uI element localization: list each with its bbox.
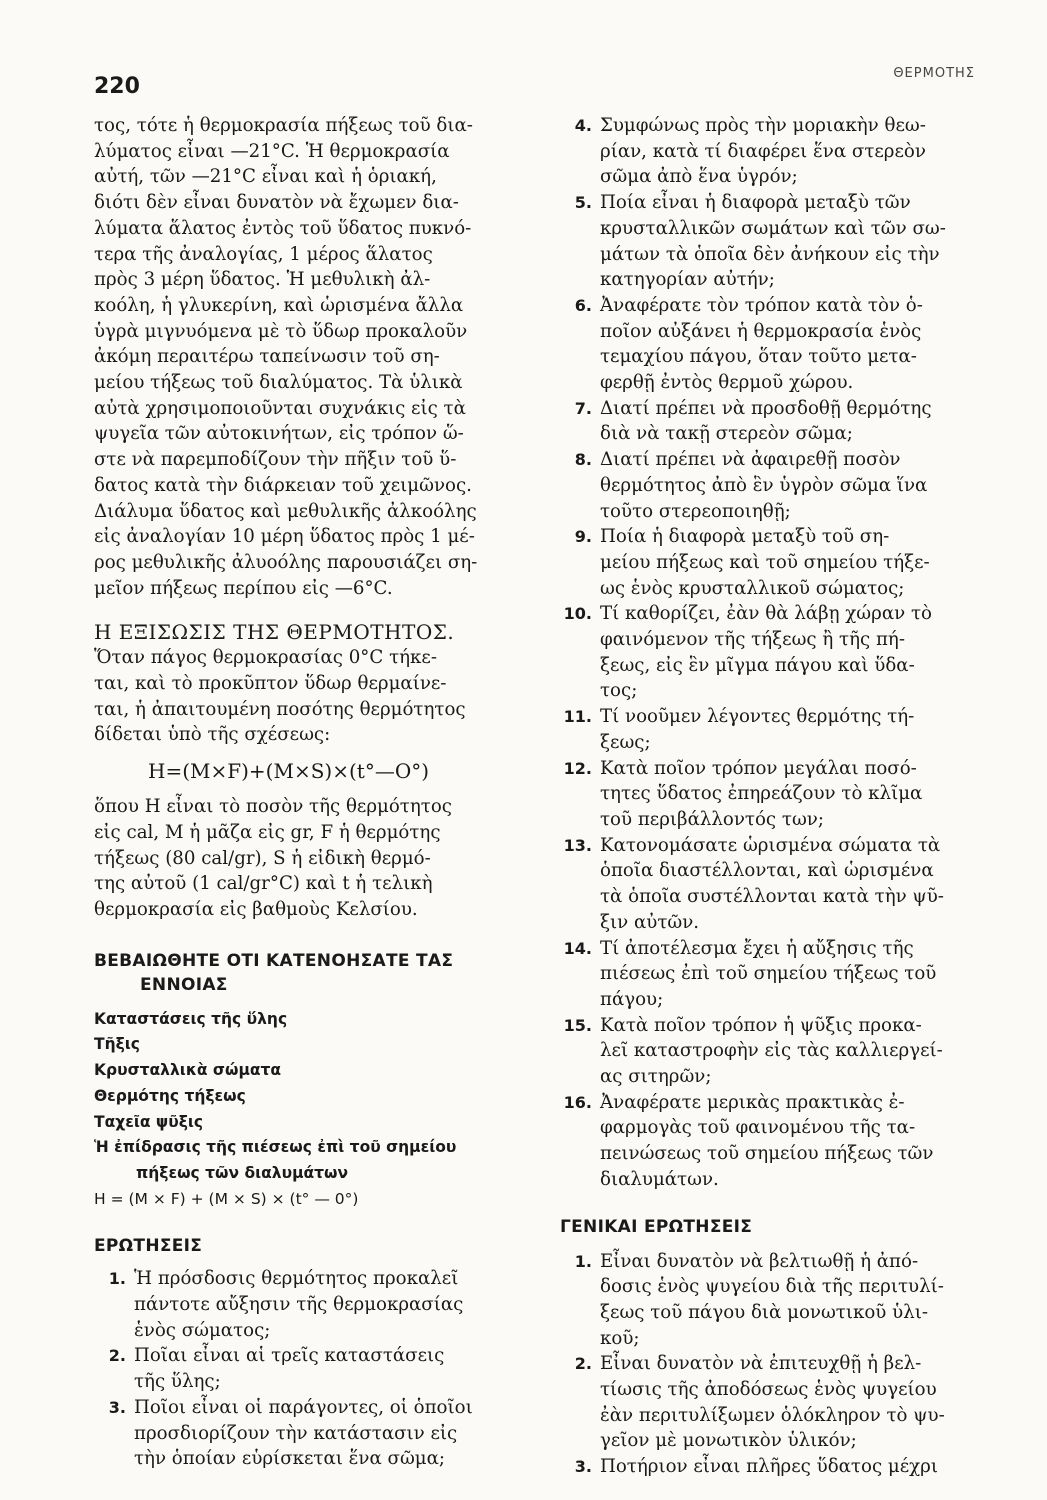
question-number: 7. bbox=[574, 398, 592, 418]
left-column bbox=[94, 113, 530, 1472]
question-text-line: τῆς ὕλης; bbox=[134, 1371, 221, 1393]
text-line: ὅπου H εἶναι τὸ ποσὸν τῆς θερμότητος bbox=[94, 796, 452, 818]
running-head: ΘΕΡΜΟΤΗΣ bbox=[893, 66, 975, 81]
question-text-line: Τί νοοῦμεν λέγοντες θερμότης τή- bbox=[600, 706, 915, 728]
question-text-line: διὰ νὰ τακῇ στερεὸν σῶμα; bbox=[600, 423, 853, 445]
question-text-line: κατηγορίαν αὐτήν; bbox=[600, 269, 775, 291]
question-text-line: Συμφώνως πρὸς τὴν μοριακὴν θεω- bbox=[600, 115, 926, 136]
question-item bbox=[560, 396, 980, 447]
text-line: θερμοκρασία εἰς βαθμοὺς Κελσίου. bbox=[94, 898, 418, 920]
text-line: ται, καὶ τὸ προκῦπτον ὕδωρ θερμαίνε- bbox=[94, 673, 447, 695]
question-text-line: Διατί πρέπει νὰ ἀφαιρεθῇ ποσὸν bbox=[600, 449, 901, 471]
question-item bbox=[560, 447, 980, 524]
question-item bbox=[560, 293, 980, 396]
question-text-line: λεῖ καταστροφὴν εἰς τὰς καλλιεργεί- bbox=[600, 1040, 943, 1062]
question-number: 13. bbox=[563, 835, 592, 855]
question-number: 1. bbox=[108, 1269, 126, 1289]
question-text-line: Κατὰ ποῖον τρόπον ἡ ψῦξις προκα- bbox=[600, 1014, 922, 1036]
question-text-line: μάτων τὰ ὁποῖα δὲν ἀνήκουν εἰς τὴν bbox=[600, 243, 940, 265]
question-number: 10. bbox=[563, 604, 592, 624]
concept-formula: H = (M × F) + (M × S) × (t° — 0°) bbox=[94, 1189, 359, 1208]
concept-item: Θερμότης τήξεως bbox=[94, 1086, 246, 1105]
question-number: 2. bbox=[108, 1346, 126, 1366]
question-text-line: ξεως τοῦ πάγου διὰ μονωτικοῦ ὑλι- bbox=[600, 1301, 928, 1323]
question-text-line: Ποῖοι εἶναι οἱ παράγοντες, οἱ ὁποῖοι bbox=[134, 1396, 473, 1418]
question-number: 2. bbox=[574, 1354, 592, 1374]
question-text-line: Τί καθορίζει, ἐὰν θὰ λάβῃ χώραν τὸ bbox=[600, 603, 932, 625]
concept-item-continuation: πήξεως τῶν διαλυμάτων bbox=[136, 1163, 349, 1182]
question-number: 4. bbox=[574, 116, 592, 135]
question-number: 15. bbox=[563, 1015, 592, 1035]
question-text-line: Ποῖαι εἶναι αἱ τρεῖς καταστάσεις bbox=[134, 1345, 445, 1367]
text-line: τήξεως (80 cal/gr), S ἡ εἰδικὴ θερμό- bbox=[94, 847, 431, 869]
page-number: 220 bbox=[94, 74, 140, 99]
question-item bbox=[560, 833, 980, 936]
question-number: 9. bbox=[574, 527, 592, 547]
questions-list-continued bbox=[560, 113, 980, 1193]
question-item bbox=[560, 113, 980, 190]
question-text-line: ἑνὸς σώματος; bbox=[134, 1319, 271, 1341]
question-text-line: ποῖον αὐξάνει ἡ θερμοκρασία ἑνὸς bbox=[600, 320, 922, 342]
text-line: δίδεται ὑπὸ τῆς σχέσεως: bbox=[94, 724, 331, 746]
question-text-line: κοῦ; bbox=[600, 1327, 640, 1349]
question-text-line: πάντοτε αὔξησιν τῆς θερμοκρασίας bbox=[134, 1294, 464, 1316]
general-questions-list bbox=[560, 1249, 980, 1480]
question-text-line: Ἡ πρόσδοσις θερμότητος προκαλεῖ bbox=[134, 1268, 459, 1290]
question-item bbox=[560, 1351, 980, 1454]
text-line: δατος κατὰ τὴν διάρκειαν τοῦ χειμῶνος. bbox=[94, 474, 472, 496]
concepts-heading bbox=[94, 949, 530, 997]
question-text-line: ξιν αὐτῶν. bbox=[600, 911, 700, 933]
question-item bbox=[94, 1266, 530, 1343]
concepts-heading-line2: ΕΝΝΟΙΑΣ bbox=[140, 974, 228, 995]
intro-paragraph bbox=[94, 113, 530, 601]
questions-heading: ΕΡΩΤΗΣΕΙΣ bbox=[94, 1236, 203, 1257]
question-item bbox=[560, 936, 980, 1013]
text-line: Διάλυμα ὕδατος καὶ μεθυλικῆς ἀλκοόλης bbox=[94, 500, 477, 522]
question-text-line: θερμότητος ἀπὸ ἓν ὑγρὸν σῶμα ἵνα bbox=[600, 474, 928, 496]
question-text-line: τοῦ περιβάλλοντός των; bbox=[600, 808, 824, 830]
text-line: αὐτὰ χρησιμοποιοῦνται συχνάκις εἰς τὰ bbox=[94, 397, 466, 419]
heat-equation-intro bbox=[94, 645, 530, 748]
text-line: εἰς ἀναλογίαν 10 μέρη ὕδατος πρὸς 1 μέ- bbox=[94, 526, 475, 548]
question-text-line: τίωσις τῆς ἀποδόσεως ἑνὸς ψυγείου bbox=[600, 1379, 937, 1401]
text-line: διότι δὲν εἶναι δυνατὸν νὰ ἔχωμεν δια- bbox=[94, 192, 459, 214]
question-text-line: τος; bbox=[600, 680, 638, 702]
question-text-line: προσδιορίζουν τὴν κατάστασιν εἰς bbox=[134, 1422, 458, 1444]
question-text-line: Ἀναφέρατε μερικὰς πρακτικὰς ἐ- bbox=[600, 1091, 905, 1113]
question-item bbox=[560, 524, 980, 601]
question-text-line: πιέσεως ἐπὶ τοῦ σημείου τήξεως τοῦ bbox=[600, 963, 937, 985]
question-item bbox=[94, 1343, 530, 1394]
question-text-line: Ποία ἡ διαφορὰ μεταξὺ τοῦ ση- bbox=[600, 526, 890, 548]
concept-item: Ἡ ἐπίδρασις τῆς πιέσεως ἐπὶ τοῦ σημείου bbox=[94, 1138, 457, 1157]
question-item bbox=[560, 1090, 980, 1193]
questions-list bbox=[94, 1266, 530, 1472]
question-text-line: διαλυμάτων. bbox=[600, 1168, 719, 1190]
question-item bbox=[560, 756, 980, 833]
general-questions-heading: ΓΕΝΙΚΑΙ ΕΡΩΤΗΣΕΙΣ bbox=[560, 1216, 753, 1237]
question-item bbox=[560, 704, 980, 755]
concepts-list bbox=[94, 1007, 530, 1213]
question-text-line: ἐὰν περιτυλίξωμεν ὁλόκληρον τὸ ψυ- bbox=[600, 1404, 945, 1426]
text-line: αὐτή, τῶν —21°C εἶναι καὶ ἡ ὁριακή, bbox=[94, 166, 437, 188]
question-text-line: Κατονομάσατε ὡρισμένα σώματα τὰ bbox=[600, 834, 941, 856]
text-line: κοόλη, ἡ γλυκερίνη, καὶ ὡρισμένα ἄλλα bbox=[94, 294, 464, 316]
question-item bbox=[560, 1454, 980, 1480]
question-text-line: Εἶναι δυνατὸν νὰ ἐπιτευχθῇ ἡ βελ- bbox=[600, 1353, 922, 1375]
question-text-line: γεῖον μὲ μονωτικὸν ὑλικόν; bbox=[600, 1430, 857, 1452]
question-number: 8. bbox=[574, 450, 592, 470]
text-line: ται, ἡ ἀπαιτουμένη ποσότης θερμότητος bbox=[94, 698, 466, 720]
question-text-line: ξεως, εἰς ἓν μῖγμα πάγου καὶ ὕδα- bbox=[600, 654, 915, 676]
concept-item: Καταστάσεις τῆς ὕλης bbox=[94, 1009, 288, 1028]
question-text-line: Διατί πρέπει νὰ προσδοθῇ θερμότης bbox=[600, 397, 932, 419]
text-line: τος, τότε ἡ θερμοκρασία πήξεως τοῦ δια- bbox=[94, 115, 473, 136]
concept-item: Τῆξις bbox=[94, 1035, 140, 1054]
question-text-line: τὴν ὁποίαν εὑρίσκεται ἕνα σῶμα; bbox=[134, 1448, 446, 1470]
question-text-line: πεινώσεως τοῦ σημείου πήξεως τῶν bbox=[600, 1143, 934, 1165]
question-text-line: Εἶναι δυνατὸν νὰ βελτιωθῇ ἡ ἀπό- bbox=[600, 1250, 919, 1272]
heat-formula: H=(M×F)+(M×S)×(t°—O°) bbox=[148, 759, 430, 784]
question-number: 3. bbox=[108, 1397, 126, 1417]
text-line: ρος μεθυλικῆς ἀλυοόλης παρουσιάζει ση- bbox=[94, 551, 478, 573]
question-text-line: ως ἑνὸς κρυσταλλικοῦ σώματος; bbox=[600, 577, 905, 599]
heat-equation-heading: Η ΕΞΙΣΩΣΙΣ ΤΗΣ ΘΕΡΜΟΤΗΤΟΣ. bbox=[94, 620, 455, 645]
text-line: πρὸς 3 μέρη ὕδατος. Ἡ μεθυλικὴ ἀλ- bbox=[94, 269, 431, 291]
question-text-line: σῶμα ἀπὸ ἕνα ὑγρόν; bbox=[600, 166, 798, 188]
text-line: στε νὰ παρεμποδίζουν τὴν πῆξιν τοῦ ὕ- bbox=[94, 449, 457, 471]
question-item bbox=[560, 190, 980, 293]
text-line: της αὐτοῦ (1 cal/gr°C) καὶ t ἡ τελικὴ bbox=[94, 873, 433, 895]
text-line: ψυγεῖα τῶν αὐτοκινήτων, εἰς τρόπον ὥ- bbox=[94, 423, 464, 445]
question-item bbox=[94, 1395, 530, 1472]
question-text-line: δοσις ἑνὸς ψυγείου διὰ τῆς περιτυλί- bbox=[600, 1276, 944, 1298]
question-text-line: τὰ ὁποῖα συστέλλονται κατὰ τὴν ψῦ- bbox=[600, 886, 944, 908]
text-line: λύματα ἅλατος ἐντὸς τοῦ ὕδατος πυκνό- bbox=[94, 217, 472, 239]
text-line: λύματος εἶναι —21°C. Ἡ θερμοκρασία bbox=[94, 140, 450, 162]
question-text-line: φερθῇ ἐντὸς θερμοῦ χώρου. bbox=[600, 372, 854, 394]
question-number: 6. bbox=[574, 295, 592, 315]
question-text-line: Τί ἀποτέλεσμα ἔχει ἡ αὔξησις τῆς bbox=[600, 937, 914, 959]
question-text-line: τητες ὕδατος ἐπηρεάζουν τὸ κλῖμα bbox=[600, 783, 923, 805]
question-number: 12. bbox=[563, 758, 592, 778]
question-item bbox=[560, 1249, 980, 1352]
concepts-heading-line1: ΒΕΒΑΙΩΘΗΤΕ ΟΤΙ ΚΑΤΕΝΟΗΣΑΤΕ ΤΑΣ bbox=[94, 950, 454, 971]
text-line: τερα τῆς ἀναλογίας, 1 μέρος ἅλατος bbox=[94, 243, 433, 265]
question-number: 3. bbox=[574, 1457, 592, 1477]
question-text-line: τοῦτο στερεοποιηθῇ; bbox=[600, 500, 791, 522]
question-text-line: ρίαν, κατὰ τί διαφέρει ἕνα στερεὸν bbox=[600, 140, 926, 162]
question-text-line: φαρμογὰς τοῦ φαινομένου τῆς τα- bbox=[600, 1117, 916, 1139]
text-line: ἀκόμη περαιτέρω ταπείνωσιν τοῦ ση- bbox=[94, 346, 440, 368]
concept-item: Ταχεῖα ψῦξις bbox=[94, 1112, 204, 1131]
question-text-line: τεμαχίου πάγου, ὅταν τοῦτο μετα- bbox=[600, 346, 917, 368]
question-text-line: μείου πήξεως καὶ τοῦ σημείου τήξε- bbox=[600, 551, 930, 573]
text-line: μείου τήξεως τοῦ διαλύματος. Τὰ ὑλικὰ bbox=[94, 372, 463, 394]
question-text-line: ας σιτηρῶν; bbox=[600, 1066, 712, 1088]
text-line: ὑγρὰ μιγνυόμενα μὲ τὸ ὕδωρ προκαλοῦν bbox=[94, 320, 468, 342]
question-number: 1. bbox=[574, 1251, 592, 1271]
question-text-line: Ποτήριον εἶναι πλῆρες ὕδατος μέχρι bbox=[600, 1456, 938, 1478]
question-text-line: ξεως; bbox=[600, 731, 651, 753]
question-number: 5. bbox=[574, 193, 592, 213]
question-text-line: Ἀναφέρατε τὸν τρόπον κατὰ τὸν ὁ- bbox=[600, 294, 923, 316]
text-line: Ὅταν πάγος θερμοκρασίας 0°C τήκε- bbox=[94, 647, 437, 669]
concept-item: Κρυσταλλικὰ σώματα bbox=[94, 1061, 282, 1080]
question-text-line: Κατὰ ποῖον τρόπον μεγάλαι ποσό- bbox=[600, 757, 917, 779]
right-column bbox=[560, 113, 980, 1480]
question-text-line: κρυσταλλικῶν σωμάτων καὶ τῶν σω- bbox=[600, 217, 946, 239]
question-item bbox=[560, 601, 980, 704]
question-text-line: Ποία εἶναι ἡ διαφορὰ μεταξὺ τῶν bbox=[600, 192, 911, 214]
text-line: εἰς cal, M ἡ μᾶζα εἰς gr, F ἡ θερμότης bbox=[94, 821, 441, 843]
question-number: 14. bbox=[563, 938, 592, 958]
question-text-line: φαινόμενον τῆς τήξεως ἢ τῆς πή- bbox=[600, 629, 905, 651]
text-line: μεῖον πήξεως περίπου εἰς —6°C. bbox=[94, 577, 393, 599]
question-number: 11. bbox=[563, 707, 592, 727]
heat-equation-definitions bbox=[94, 794, 530, 923]
question-item bbox=[560, 1013, 980, 1090]
question-text-line: ὁποῖα διαστέλλονται, καὶ ὡρισμένα bbox=[600, 860, 934, 882]
question-number: 16. bbox=[563, 1092, 592, 1112]
question-text-line: πάγου; bbox=[600, 988, 664, 1010]
